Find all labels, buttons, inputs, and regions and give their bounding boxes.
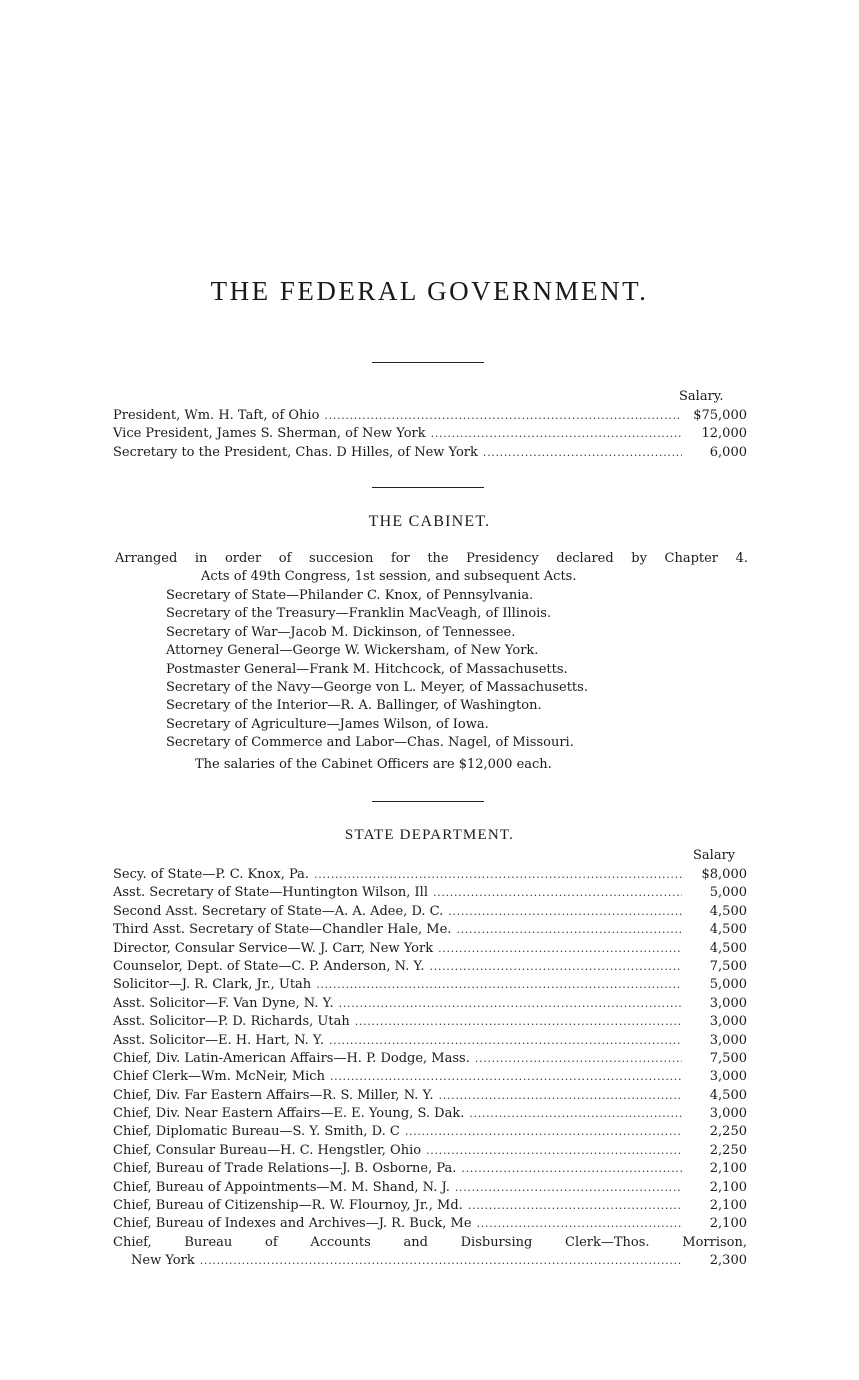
salary-value: 4,500 bbox=[709, 903, 747, 919]
salary-value: 2,300 bbox=[709, 1253, 747, 1269]
office-label: Chief Clerk—Wm. McNeir, Mich bbox=[113, 1069, 325, 1085]
leader-dots bbox=[461, 1160, 682, 1178]
office-label: Asst. Solicitor—P. D. Richards, Utah bbox=[113, 1014, 350, 1030]
leader-dots bbox=[468, 1197, 682, 1215]
office-label: President, Wm. H. Taft, of Ohio bbox=[113, 407, 320, 423]
salary-value: 5,000 bbox=[709, 885, 747, 901]
leader-dots bbox=[469, 1105, 682, 1123]
salary-value: 3,000 bbox=[709, 1032, 747, 1048]
salary-row bbox=[113, 1105, 747, 1123]
leader-dots bbox=[433, 884, 682, 902]
office-label: Secy. of State—P. C. Knox, Pa. bbox=[113, 866, 310, 882]
cabinet-member: Attorney General—George W. Wickersham, of New York. bbox=[166, 643, 539, 659]
salary-row bbox=[113, 1050, 747, 1068]
divider-rule bbox=[372, 801, 484, 802]
salary-value: 12,000 bbox=[701, 426, 747, 442]
office-label: Chief, Div. Latin-American Affairs—H. P. Dodge, Mass. bbox=[113, 1050, 470, 1066]
salary-row bbox=[113, 1160, 747, 1178]
salary-row bbox=[113, 444, 747, 462]
salary-row bbox=[113, 995, 747, 1013]
salary-value: 2,100 bbox=[709, 1161, 747, 1177]
salary-row bbox=[113, 425, 747, 443]
office-label: Asst. Secretary of State—Huntington Wilson, Ill bbox=[113, 885, 428, 901]
salary-value: 3,000 bbox=[709, 1014, 747, 1030]
office-label: Third Asst. Secretary of State—Chandler Hale, Me. bbox=[113, 922, 452, 938]
office-label: Chief, Div. Far Eastern Affairs—R. S. Miller, N. Y. bbox=[113, 1087, 434, 1103]
office-label: Asst. Solicitor—F. Van Dyne, N. Y. bbox=[113, 995, 334, 1011]
leader-dots bbox=[456, 921, 682, 939]
leader-dots bbox=[355, 1013, 682, 1031]
leader-dots bbox=[477, 1215, 682, 1233]
salary-row bbox=[113, 1215, 747, 1233]
executive-salary-list bbox=[113, 407, 747, 462]
leader-dots bbox=[426, 1142, 682, 1160]
office-label: Chief, Diplomatic Bureau—S. Y. Smith, D. C bbox=[113, 1124, 400, 1140]
salary-value: $8,000 bbox=[701, 866, 747, 882]
leader-dots bbox=[483, 444, 682, 462]
leader-dots bbox=[448, 903, 682, 921]
office-label: Solicitor—J. R. Clark, Jr., Utah bbox=[113, 977, 312, 993]
salary-value: 3,000 bbox=[709, 1069, 747, 1085]
salary-row bbox=[113, 866, 747, 884]
leader-dots bbox=[439, 1087, 682, 1105]
salary-value: 4,500 bbox=[709, 922, 747, 938]
cabinet-intro-line1: Arranged in order of succesion for the Presidency declared by Chapter 4. bbox=[115, 551, 748, 566]
salary-value: 6,000 bbox=[709, 444, 747, 460]
leader-dots bbox=[405, 1123, 682, 1141]
leader-dots bbox=[475, 1050, 682, 1068]
office-label: Chief, Bureau of Indexes and Archives—J. R. Buck, Me bbox=[113, 1216, 472, 1232]
office-label: Vice President, James S. Sherman, of New York bbox=[113, 426, 426, 442]
salary-value: 2,250 bbox=[709, 1124, 747, 1140]
office-label: Chief, Div. Near Eastern Affairs—E. E. Young, S. Dak. bbox=[113, 1106, 465, 1122]
cabinet-member-list bbox=[166, 587, 588, 753]
salary-row bbox=[113, 976, 747, 994]
leader-dots bbox=[316, 976, 682, 994]
salary-row bbox=[113, 407, 747, 425]
cabinet-member: Secretary of War—Jacob M. Dickinson, of Tennessee. bbox=[166, 624, 516, 640]
office-label: Second Asst. Secretary of State—A. A. Adee, D. C. bbox=[113, 903, 444, 919]
cabinet-member: Secretary of the Treasury—Franklin MacVeagh, of Illinois. bbox=[166, 606, 552, 622]
cabinet-member: Secretary of the Interior—R. A. Ballinger, of Washington. bbox=[166, 698, 542, 714]
leader-dots bbox=[438, 940, 682, 958]
salary-value: 2,100 bbox=[709, 1216, 747, 1232]
state-salary-header: Salary bbox=[693, 848, 736, 863]
salary-row bbox=[113, 1179, 747, 1197]
executive-salary-header: Salary. bbox=[679, 389, 724, 404]
salary-value: 2,100 bbox=[709, 1179, 747, 1195]
leader-dots bbox=[314, 866, 682, 884]
salary-row bbox=[113, 1032, 747, 1050]
salary-value: 3,000 bbox=[709, 1106, 747, 1122]
salary-value: 3,000 bbox=[709, 995, 747, 1011]
cabinet-intro-line2: Acts of 49th Congress, 1st session, and subsequent Acts. bbox=[201, 569, 577, 584]
salary-value: 2,100 bbox=[709, 1198, 747, 1214]
office-label: Chief, Bureau of Citizenship—R. W. Flournoy, Jr., Md. bbox=[113, 1198, 463, 1214]
leader-dots bbox=[430, 958, 682, 976]
leader-dots bbox=[330, 1068, 682, 1086]
leader-dots bbox=[200, 1252, 682, 1270]
salary-row bbox=[113, 1087, 747, 1105]
cabinet-member: Secretary of Agriculture—James Wilson, of Iowa. bbox=[166, 716, 489, 732]
office-label: Asst. Solicitor—E. H. Hart, N. Y. bbox=[113, 1032, 324, 1048]
salary-row bbox=[113, 940, 747, 958]
office-label: Director, Consular Service—W. J. Carr, New York bbox=[113, 940, 434, 956]
salary-row bbox=[113, 1142, 747, 1160]
salary-row bbox=[113, 1252, 747, 1270]
leader-dots bbox=[339, 995, 682, 1013]
salary-value: 2,250 bbox=[709, 1142, 747, 1158]
salary-row bbox=[113, 1013, 747, 1031]
salary-row bbox=[113, 1234, 747, 1252]
page-title: THE FEDERAL GOVERNMENT. bbox=[210, 276, 649, 306]
office-label: Chief, Bureau of Accounts and Disbursing Clerk—Thos. Morrison, bbox=[113, 1234, 747, 1250]
divider-rule bbox=[372, 362, 484, 363]
salary-row bbox=[113, 903, 747, 921]
cabinet-heading: THE CABINET. bbox=[368, 513, 491, 530]
salary-row bbox=[113, 958, 747, 976]
state-department-salary-list bbox=[113, 866, 747, 1271]
salary-value: 7,500 bbox=[709, 958, 747, 974]
office-label: Chief, Bureau of Trade Relations—J. B. Osborne, Pa. bbox=[113, 1161, 457, 1177]
leader-dots bbox=[455, 1179, 682, 1197]
salary-value: 4,500 bbox=[709, 940, 747, 956]
cabinet-member: Secretary of State—Philander C. Knox, of Pennsylvania. bbox=[166, 588, 534, 603]
office-label: Secretary to the President, Chas. D Hilles, of New York bbox=[113, 444, 478, 460]
leader-dots bbox=[324, 407, 682, 425]
office-label: Counselor, Dept. of State—C. P. Anderson, N. Y. bbox=[113, 958, 425, 974]
salary-value: $75,000 bbox=[693, 407, 747, 423]
cabinet-member: Secretary of the Navy—George von L. Meyer, of Massachusetts. bbox=[166, 679, 588, 695]
salary-row bbox=[113, 1123, 747, 1141]
salary-value: 7,500 bbox=[709, 1050, 747, 1066]
leader-dots bbox=[431, 425, 682, 443]
salary-row bbox=[113, 921, 747, 939]
cabinet-member: Secretary of Commerce and Labor—Chas. Nagel, of Missouri. bbox=[166, 735, 574, 751]
salary-row bbox=[113, 1068, 747, 1086]
office-label: Chief, Consular Bureau—H. C. Hengstler, Ohio bbox=[113, 1142, 422, 1158]
salary-value: 4,500 bbox=[709, 1087, 747, 1103]
salary-row bbox=[113, 884, 747, 902]
office-label: Chief, Bureau of Appointments—M. M. Shand, N. J. bbox=[113, 1179, 450, 1195]
state-department-heading: STATE DEPARTMENT. bbox=[344, 827, 515, 843]
leader-dots bbox=[329, 1032, 682, 1050]
salary-row bbox=[113, 1197, 747, 1215]
divider-rule bbox=[372, 487, 484, 488]
cabinet-member: Postmaster General—Frank M. Hitchcock, of Massachusetts. bbox=[166, 661, 568, 677]
salary-value: 5,000 bbox=[709, 977, 747, 993]
cabinet-salary-note: The salaries of the Cabinet Officers are $12,000 each. bbox=[195, 757, 552, 772]
office-label-continued: New York bbox=[131, 1253, 195, 1269]
